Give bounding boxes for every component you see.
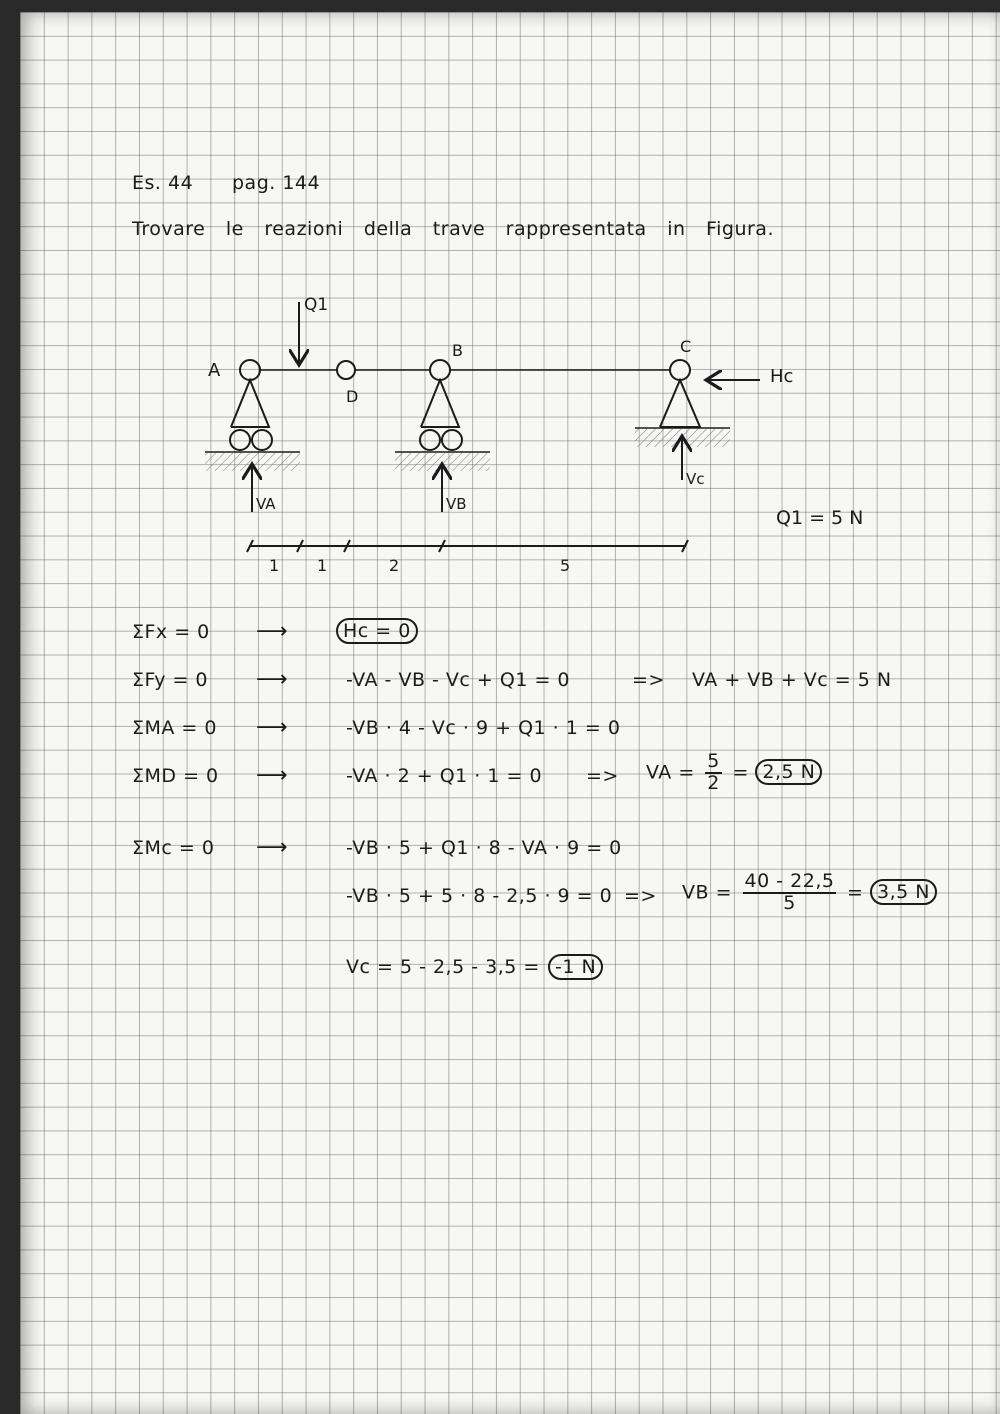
eq-vc-expr: Vc = 5 - 2,5 - 3,5 = <box>346 956 540 978</box>
label-b: B <box>452 341 463 360</box>
eq-mc2-numerator: 40 - 22,5 <box>744 870 835 892</box>
eq-mc-expr: -VB · 5 + Q1 · 8 - VA · 9 = 0 <box>346 837 622 859</box>
eq-md-result: 2,5 N <box>755 759 822 785</box>
distance-3: 2 <box>389 556 400 575</box>
beam-figure <box>20 12 1000 612</box>
eq-md-label: ΣMD = 0 <box>132 765 219 787</box>
eq-ma-label: ΣMA = 0 <box>132 717 217 739</box>
page-reference: pag. 144 <box>232 172 321 194</box>
label-vb: VB <box>446 495 467 513</box>
support-b <box>395 360 490 471</box>
eq-mc2-expr: -VB · 5 + 5 · 8 - 2,5 · 9 = 0 <box>346 885 613 907</box>
label-q1: Q1 <box>304 295 329 315</box>
distance-2: 1 <box>317 556 328 575</box>
eq-mc-label: ΣMc = 0 <box>132 837 215 859</box>
eq-fy-implies: => <box>632 669 665 691</box>
eq-md-lhs: VA = <box>646 761 695 784</box>
task-text: Trovare le reazioni della trave rappresentata in Figura. <box>132 218 774 240</box>
eq-fy-result: VA + VB + Vc = 5 N <box>692 669 892 691</box>
eq-md-implies: => <box>586 765 619 787</box>
eq-mc2-denominator: 5 <box>783 891 796 914</box>
eq-mc-arrow: ⟶ <box>256 835 289 860</box>
given-q1: Q1 = 5 N <box>776 507 864 529</box>
label-vc: Vc <box>686 470 705 488</box>
eq-mc2-result: 3,5 N <box>870 879 937 905</box>
eq-md-expr: -VA · 2 + Q1 · 1 = 0 <box>346 765 543 787</box>
eq-ma-expr: -VB · 4 - Vc · 9 + Q1 · 1 = 0 <box>346 717 621 739</box>
distance-1: 1 <box>269 556 280 575</box>
eq-vc-result: -1 N <box>548 954 603 980</box>
eq-md-denominator: 2 <box>707 771 720 794</box>
eq-mc2-lhs: VB = <box>682 881 732 904</box>
eq-md-numerator: 5 <box>707 750 720 772</box>
eq-ma-arrow: ⟶ <box>256 715 289 740</box>
label-d: D <box>346 387 359 406</box>
eq-md-solution <box>646 752 822 794</box>
label-va: VA <box>256 495 276 513</box>
eq-fy-label: ΣFy = 0 <box>132 669 209 691</box>
label-a: A <box>208 360 221 381</box>
eq-fy-arrow: ⟶ <box>256 667 289 692</box>
support-c <box>635 360 730 447</box>
eq-md-fraction <box>705 752 722 794</box>
eq-fx-result: Hc = 0 <box>336 618 418 644</box>
eq-md-arrow: ⟶ <box>256 763 289 788</box>
dimension-line <box>247 540 688 552</box>
exercise-number: Es. 44 <box>132 172 194 194</box>
eq-mc2-solution <box>682 872 937 914</box>
label-c: C <box>680 337 692 356</box>
eq-mc2-eq: = <box>847 881 864 904</box>
eq-fx-arrow: ⟶ <box>256 619 289 644</box>
label-hc: Hc <box>770 366 794 387</box>
eq-mc2-fraction <box>743 872 837 914</box>
eq-fy-expr: -VA - VB - Vc + Q1 = 0 <box>346 669 570 691</box>
eq-fx-label: ΣFx = 0 <box>132 621 210 643</box>
eq-md-eq: = <box>732 761 749 784</box>
eq-mc2-implies: => <box>624 885 657 907</box>
distance-4: 5 <box>560 556 571 575</box>
notebook-page <box>20 12 1000 1414</box>
hinge-d <box>337 361 355 379</box>
